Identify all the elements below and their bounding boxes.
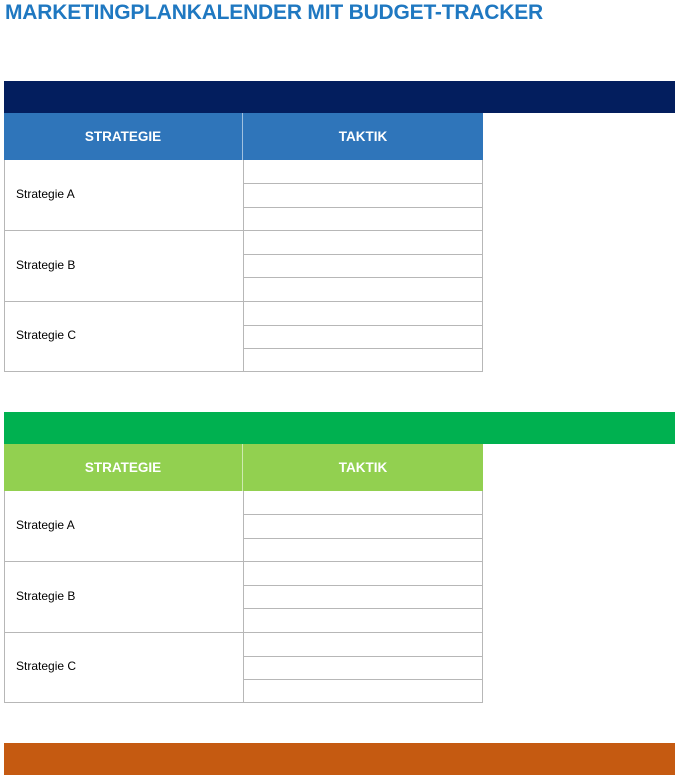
grid-line (4, 230, 483, 231)
grid-line (243, 277, 483, 278)
tactic-cell[interactable] (244, 302, 482, 324)
grid-line (4, 561, 483, 562)
grid-line (243, 254, 483, 255)
strategy-label: Strategie A (16, 518, 75, 532)
grid-line (243, 538, 483, 539)
strategy-header: STRATEGIE (4, 113, 243, 160)
section-1-band (4, 81, 675, 113)
section-3 (0, 743, 675, 777)
tactic-header: TAKTIK (338, 460, 388, 475)
tactic-cell[interactable] (244, 657, 482, 679)
grid-line (482, 160, 483, 372)
tactic-cell[interactable] (244, 586, 482, 608)
grid-line (243, 491, 244, 703)
grid-line (243, 160, 244, 372)
tactic-cell[interactable] (244, 492, 482, 514)
section-2 (0, 412, 675, 703)
grid-line (243, 207, 483, 208)
tactic-cell[interactable] (244, 349, 482, 371)
tactic-cell[interactable] (244, 232, 482, 254)
tactic-cell[interactable] (244, 208, 482, 230)
grid-line (4, 301, 483, 302)
grid-line (243, 679, 483, 680)
section-3-band (4, 743, 675, 775)
tactic-cell[interactable] (244, 184, 482, 206)
section-1-grid (4, 160, 483, 372)
grid-line (482, 491, 483, 703)
strategy-label: Strategie C (16, 328, 77, 342)
strategy-label: Strategie C (16, 659, 77, 673)
section-1 (0, 81, 675, 372)
section-2-band (4, 412, 675, 444)
tactic-cell[interactable] (244, 326, 482, 348)
grid-line (243, 585, 483, 586)
strategy-label: Strategie B (16, 589, 76, 603)
strategy-label: Strategie B (16, 258, 76, 272)
grid-line (243, 608, 483, 609)
grid-line (243, 656, 483, 657)
page-title: MARKETINGPLANKALENDER MIT BUDGET-TRACKER (5, 1, 543, 24)
grid-line (243, 514, 483, 515)
grid-line (243, 183, 483, 184)
grid-line (243, 325, 483, 326)
grid-line (243, 348, 483, 349)
strategy-header: STRATEGIE (4, 444, 243, 491)
section-2-grid (4, 491, 483, 703)
tactic-cell[interactable] (244, 633, 482, 655)
tactic-header: TAKTIK (338, 129, 388, 144)
tactic-cell[interactable] (244, 255, 482, 277)
tactic-cell[interactable] (244, 680, 482, 702)
section-2-header-row (4, 444, 483, 491)
tactic-cell[interactable] (244, 161, 482, 183)
grid-line (4, 632, 483, 633)
tactic-cell[interactable] (244, 539, 482, 561)
tactic-cell[interactable] (244, 515, 482, 537)
grid-line (4, 160, 5, 372)
strategy-label: Strategie A (16, 187, 75, 201)
title-area (0, 0, 543, 32)
tactic-cell[interactable] (244, 609, 482, 631)
section-1-header-row (4, 113, 483, 160)
tactic-cell[interactable] (244, 278, 482, 300)
grid-line (4, 491, 5, 703)
tactic-cell[interactable] (244, 563, 482, 585)
